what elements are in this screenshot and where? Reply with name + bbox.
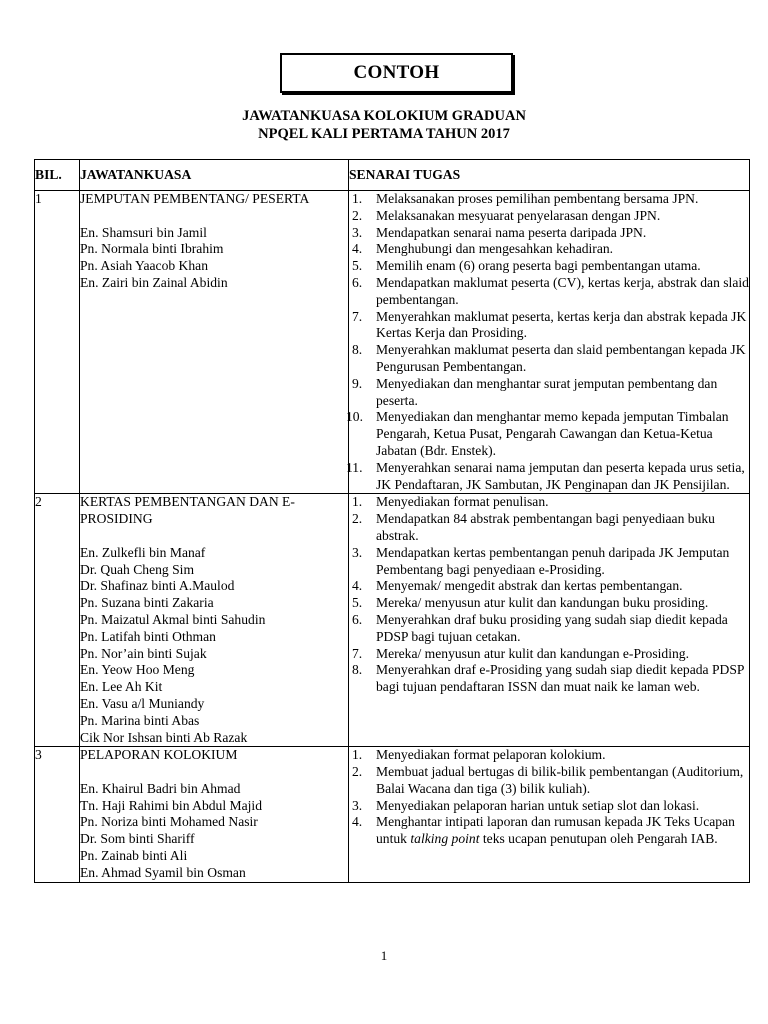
list-item (346, 459, 749, 494)
list-item (349, 662, 749, 696)
task-cell (346, 191, 750, 494)
member-name: Pn. Marina binti Abas (80, 712, 200, 728)
list-item (349, 241, 749, 258)
task-text: Mendapatkan senarai nama peserta daripada JPN. (376, 224, 647, 240)
list-item (349, 545, 749, 579)
member-name: En. Zulkefli bin Manaf (80, 544, 206, 560)
bil-cell: 1 (35, 191, 80, 494)
committee-cell (80, 494, 349, 747)
task-number: 4. (352, 241, 363, 257)
document-heading-line-2: NPQEL KALI PERTAMA TAHUN 2017 (258, 126, 510, 142)
task-text: Melaksanakan proses pemilihan pembentang bersama JPN. (376, 191, 699, 206)
task-list (349, 494, 749, 696)
member-name: En. Shamsuri bin Jamil (80, 224, 207, 240)
list-item (349, 225, 749, 242)
member-name: Pn. Normala binti Ibrahim (80, 241, 224, 257)
task-number: 10. (346, 409, 363, 425)
committee-name: KERTAS PEMBENTANGAN DAN E-PROSIDING (80, 494, 295, 527)
page-number: 1 (380, 948, 388, 963)
member-name: Pn. Suzana binti Zakaria (80, 595, 214, 611)
committee-name: PELAPORAN KOLOKIUM (80, 747, 238, 763)
task-text: Menyediakan format pelaporan kolokium. (376, 747, 606, 763)
task-text: Mereka/ menyusun atur kulit dan kandungan e-Prosiding. (376, 645, 689, 661)
committee-table (34, 159, 750, 883)
list-item (349, 191, 749, 208)
table-row (35, 747, 750, 882)
task-text-part: Menghantar intipati laporan dan rumusan kepada JK Teks Ucapan untuk (376, 814, 735, 847)
list-item (349, 511, 749, 545)
task-text-italic: talking point (410, 831, 480, 847)
committee-cell (80, 191, 349, 494)
task-number: 3. (352, 797, 363, 813)
task-text: Menyediakan dan menghantar surat jemputan pembentang dan peserta. (376, 375, 718, 408)
task-number: 6. (352, 611, 363, 627)
task-number: 2. (352, 207, 363, 223)
task-text: Menghubungi dan mengesahkan kehadiran. (376, 241, 614, 257)
bil-cell: 3 (35, 747, 80, 882)
contoh-title-box: CONTOH (280, 53, 513, 93)
task-text: Membuat jadual bertugas di bilik-bilik pembentangan (Auditorium, Balai Wacana dan tiga (3) bilik kuliah). (376, 764, 744, 796)
list-item (349, 258, 749, 275)
list-item (346, 409, 749, 459)
member-name: Dr. Quah Cheng Sim (80, 561, 195, 577)
bil-cell: 2 (35, 494, 80, 747)
task-text: Menyerahkan maklumat peserta, kertas kerja dan abstrak kepada JK Kertas Kerja dan Prosiding. (376, 308, 747, 341)
list-item (349, 595, 749, 612)
table-row (35, 494, 750, 747)
task-text: Menyediakan dan menghantar memo kepada jemputan Timbalan Pengarah, Ketua Pusat, Pengarah Cawangan dan Ketua-Ketua Jabatan (Bdr. Enstek). (376, 409, 729, 458)
list-item (349, 376, 749, 410)
task-text: Mereka/ menyusun atur kulit dan kandungan buku prosiding. (376, 595, 709, 611)
member-name: Cik Nor Ishsan binti Ab Razak (80, 729, 248, 745)
task-number: 5. (352, 595, 363, 611)
member-name: Pn. Asiah Yaacob Khan (80, 258, 209, 274)
task-cell (349, 747, 750, 882)
document-heading-line-1: JAWATANKUASA KOLOKIUM GRADUAN (242, 108, 526, 124)
task-number: 3. (352, 224, 363, 240)
list-item (349, 275, 749, 309)
task-number: 1. (352, 191, 363, 206)
member-name: En. Ahmad Syamil bin Osman (80, 864, 246, 880)
list-item (349, 764, 749, 798)
member-name: Pn. Noriza binti Mohamed Nasir (80, 814, 258, 830)
list-item (349, 814, 749, 848)
task-number: 5. (352, 258, 363, 274)
task-text: Menyediakan format penulisan. (376, 494, 549, 510)
member-name: Pn. Zainab binti Ali (80, 848, 188, 864)
member-name: Tn. Haji Rahimi bin Abdul Majid (80, 797, 262, 813)
task-text: Menyerahkan senarai nama jemputan dan peserta kepada urus setia, JK Pendaftaran, JK Sambutan, JK Penginapan dan JK Pensijilan. (376, 459, 745, 492)
member-name: Pn. Latifah binti Othman (80, 628, 216, 644)
committee-cell (80, 747, 349, 882)
member-name: Dr. Som binti Shariff (80, 831, 195, 847)
task-number: 3. (352, 544, 363, 560)
task-text: Mendapatkan kertas pembentangan penuh daripada JK Jemputan Pembentang bagi penyediaan e-Prosiding. (376, 544, 730, 577)
task-text: Menyerahkan draf e-Prosiding yang sudah siap diedit kepada PDSP bagi tujuan pendaftaran ISSN dan muat naik ke laman web. (376, 662, 744, 695)
member-name: En. Zairi bin Zainal Abidin (80, 274, 228, 290)
member-name: En. Yeow Hoo Meng (80, 662, 195, 678)
list-item (349, 612, 749, 646)
list-item (349, 208, 749, 225)
task-number: 4. (352, 578, 363, 594)
member-name: En. Vasu a/l Muniandy (80, 695, 205, 711)
task-number: 1. (352, 494, 363, 510)
task-text: Menyemak/ mengedit abstrak dan kertas pembentangan. (376, 578, 683, 594)
task-number: 8. (352, 662, 363, 678)
list-item (349, 309, 749, 343)
task-number: 7. (352, 645, 363, 661)
task-number: 2. (352, 511, 363, 527)
column-header-jawatankuasa: JAWATANKUASA (80, 160, 349, 191)
member-name: Pn. Maizatul Akmal binti Sahudin (80, 611, 266, 627)
member-name: Dr. Shafinaz binti A.Maulod (80, 578, 235, 594)
task-number: 6. (352, 274, 363, 290)
task-number: 2. (352, 764, 363, 780)
task-text-part: teks ucapan penutupan oleh Pengarah IAB. (479, 831, 718, 847)
table-row (35, 191, 750, 494)
member-name: En. Khairul Badri bin Ahmad (80, 780, 241, 796)
task-text: Menyerahkan draf buku prosiding yang sudah siap diedit kepada PDSP bagi tujuan cetakan. (376, 611, 728, 644)
column-header-senarai-tugas: SENARAI TUGAS (349, 160, 750, 191)
task-number: 8. (352, 342, 363, 358)
list-item (349, 646, 749, 663)
task-text: Memilih enam (6) orang peserta bagi pembentangan utama. (376, 258, 701, 274)
list-item (349, 342, 749, 376)
task-number: 4. (352, 814, 363, 830)
task-text: Menyediakan pelaporan harian untuk setiap slot dan lokasi. (376, 797, 700, 813)
task-number: 11. (346, 459, 363, 475)
member-name: Pn. Nor’ain binti Sujak (80, 645, 207, 661)
list-item (349, 578, 749, 595)
task-number: 1. (352, 747, 363, 763)
task-text: Mendapatkan maklumat peserta (CV), kertas kerja, abstrak dan slaid pembentangan. (376, 274, 749, 307)
task-text: Melaksanakan mesyuarat penyelarasan dengan JPN. (376, 207, 661, 223)
task-cell (349, 494, 750, 747)
column-header-bil: BIL. (35, 160, 80, 191)
table-header-row (35, 160, 750, 191)
list-item (349, 494, 749, 511)
member-name: En. Lee Ah Kit (80, 679, 163, 695)
committee-name: JEMPUTAN PEMBENTANG/ PESERTA (80, 191, 310, 206)
task-number: 7. (352, 308, 363, 324)
task-text: Mendapatkan 84 abstrak pembentangan bagi penyediaan buku abstrak. (376, 511, 715, 543)
list-item (349, 798, 749, 815)
list-item (349, 747, 749, 764)
task-list (349, 747, 749, 848)
task-list (346, 191, 749, 493)
task-number: 9. (352, 375, 363, 391)
task-text: Menyerahkan maklumat peserta dan slaid pembentangan kepada JK Pengurusan Pembentangan. (376, 342, 746, 374)
